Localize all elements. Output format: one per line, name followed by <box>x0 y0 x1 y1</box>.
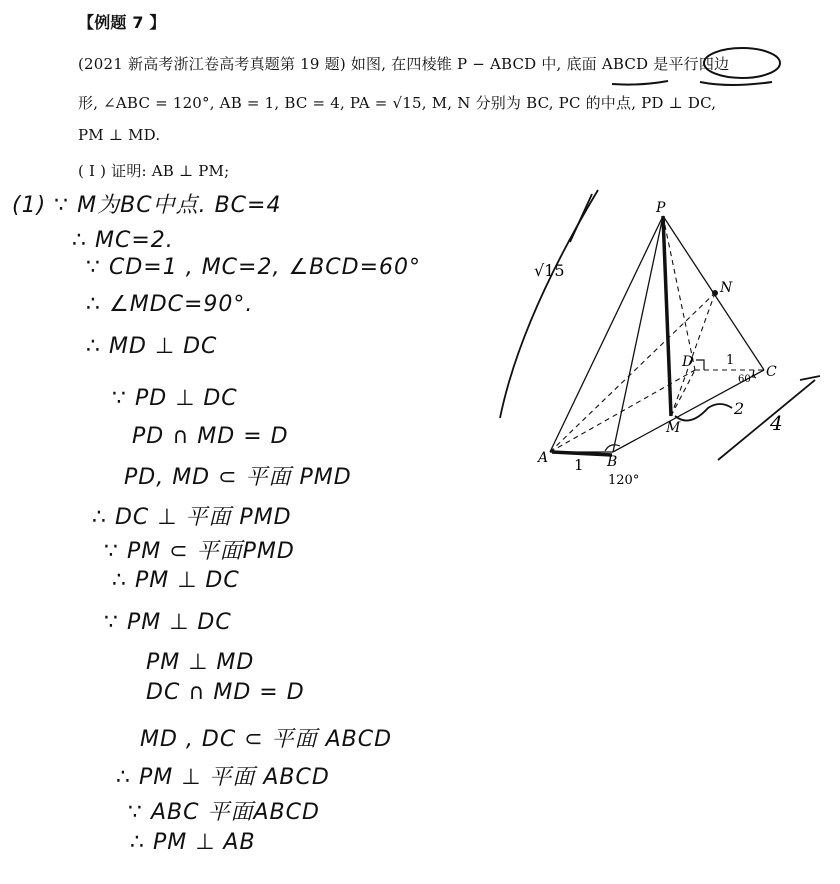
label-d: D <box>682 354 694 370</box>
label-a: A <box>538 450 549 466</box>
label-ab-length: 1 <box>574 456 584 474</box>
label-dc-length: 1 <box>726 353 735 368</box>
edge-pm-emphasis <box>663 216 671 416</box>
hw-line-12: ∵ PM ⊥ DC <box>104 610 232 635</box>
problem-line-2: 形, ∠ABC = 120°, AB = 1, BC = 4, PA = √15, M, N 分别为 BC, PC 的中点, PD ⊥ DC, <box>78 94 717 112</box>
hw-line-16: ∴ PM ⊥ 平面 ABCD <box>116 765 330 790</box>
underline-mark-2 <box>700 82 772 85</box>
hw-line-8: PD, MD ⊂ 平面 PMD <box>124 465 352 490</box>
label-p: P <box>656 200 666 216</box>
hw-line-15: MD , DC ⊂ 平面 ABCD <box>140 727 393 752</box>
problem-line-3: PM ⊥ MD. <box>78 126 161 144</box>
bc-length-arrow <box>718 380 815 460</box>
label-angle-c: 60° <box>738 374 756 385</box>
circle-mark <box>704 48 780 78</box>
hw-line-1: (1) ∵ M为BC中点. BC=4 <box>12 193 282 218</box>
label-bc-length: 4 <box>770 411 783 435</box>
pyramid-figure <box>470 180 840 510</box>
right-angle-icon <box>696 360 704 370</box>
label-pa-length: √15 <box>534 261 565 280</box>
bc-arrow-head <box>800 376 820 380</box>
example-heading: 【例题 7 】 <box>78 13 166 32</box>
problem-line-1: (2021 新高考浙江卷高考真题第 19 题) 如图, 在四棱锥 P − ABCD 中, 底面 ABCD 是平行四边 <box>78 55 730 73</box>
hw-line-7: PD ∩ MD = D <box>132 424 289 449</box>
label-mc-length: 2 <box>734 399 745 418</box>
hw-line-10: ∵ PM ⊂ 平面PMD <box>104 539 295 564</box>
label-angle-b: 120° <box>608 473 640 488</box>
edge-an <box>550 293 715 452</box>
hw-line-3: ∵ CD=1 , MC=2, ∠BCD=60° <box>86 255 422 280</box>
mc-brace <box>675 404 732 421</box>
hw-line-4: ∴ ∠MDC=90°. <box>86 292 254 317</box>
hw-line-17: ∵ ABC 平面ABCD <box>128 800 320 825</box>
label-c: C <box>766 364 777 380</box>
hw-line-14: DC ∩ MD = D <box>146 680 305 705</box>
hw-line-18: ∴ PM ⊥ AB <box>130 830 256 855</box>
label-n: N <box>720 280 733 296</box>
question-1: ( Ⅰ ) 证明: AB ⊥ PM; <box>78 162 230 180</box>
hw-line-11: ∴ PM ⊥ DC <box>112 568 240 593</box>
hw-line-2: ∴ MC=2. <box>72 228 174 253</box>
edge-pb <box>613 216 663 452</box>
point-n <box>712 290 718 296</box>
hw-line-13: PM ⊥ MD <box>146 650 255 675</box>
underline-mark <box>612 81 668 85</box>
hw-line-9: ∴ DC ⊥ 平面 PMD <box>92 505 292 530</box>
edge-pa <box>550 216 663 452</box>
pa-arrow-head <box>570 194 592 242</box>
hw-line-5: ∴ MD ⊥ DC <box>86 334 218 359</box>
label-m: M <box>666 420 681 436</box>
label-b: B <box>607 454 618 470</box>
hw-line-6: ∵ PD ⊥ DC <box>112 386 238 411</box>
